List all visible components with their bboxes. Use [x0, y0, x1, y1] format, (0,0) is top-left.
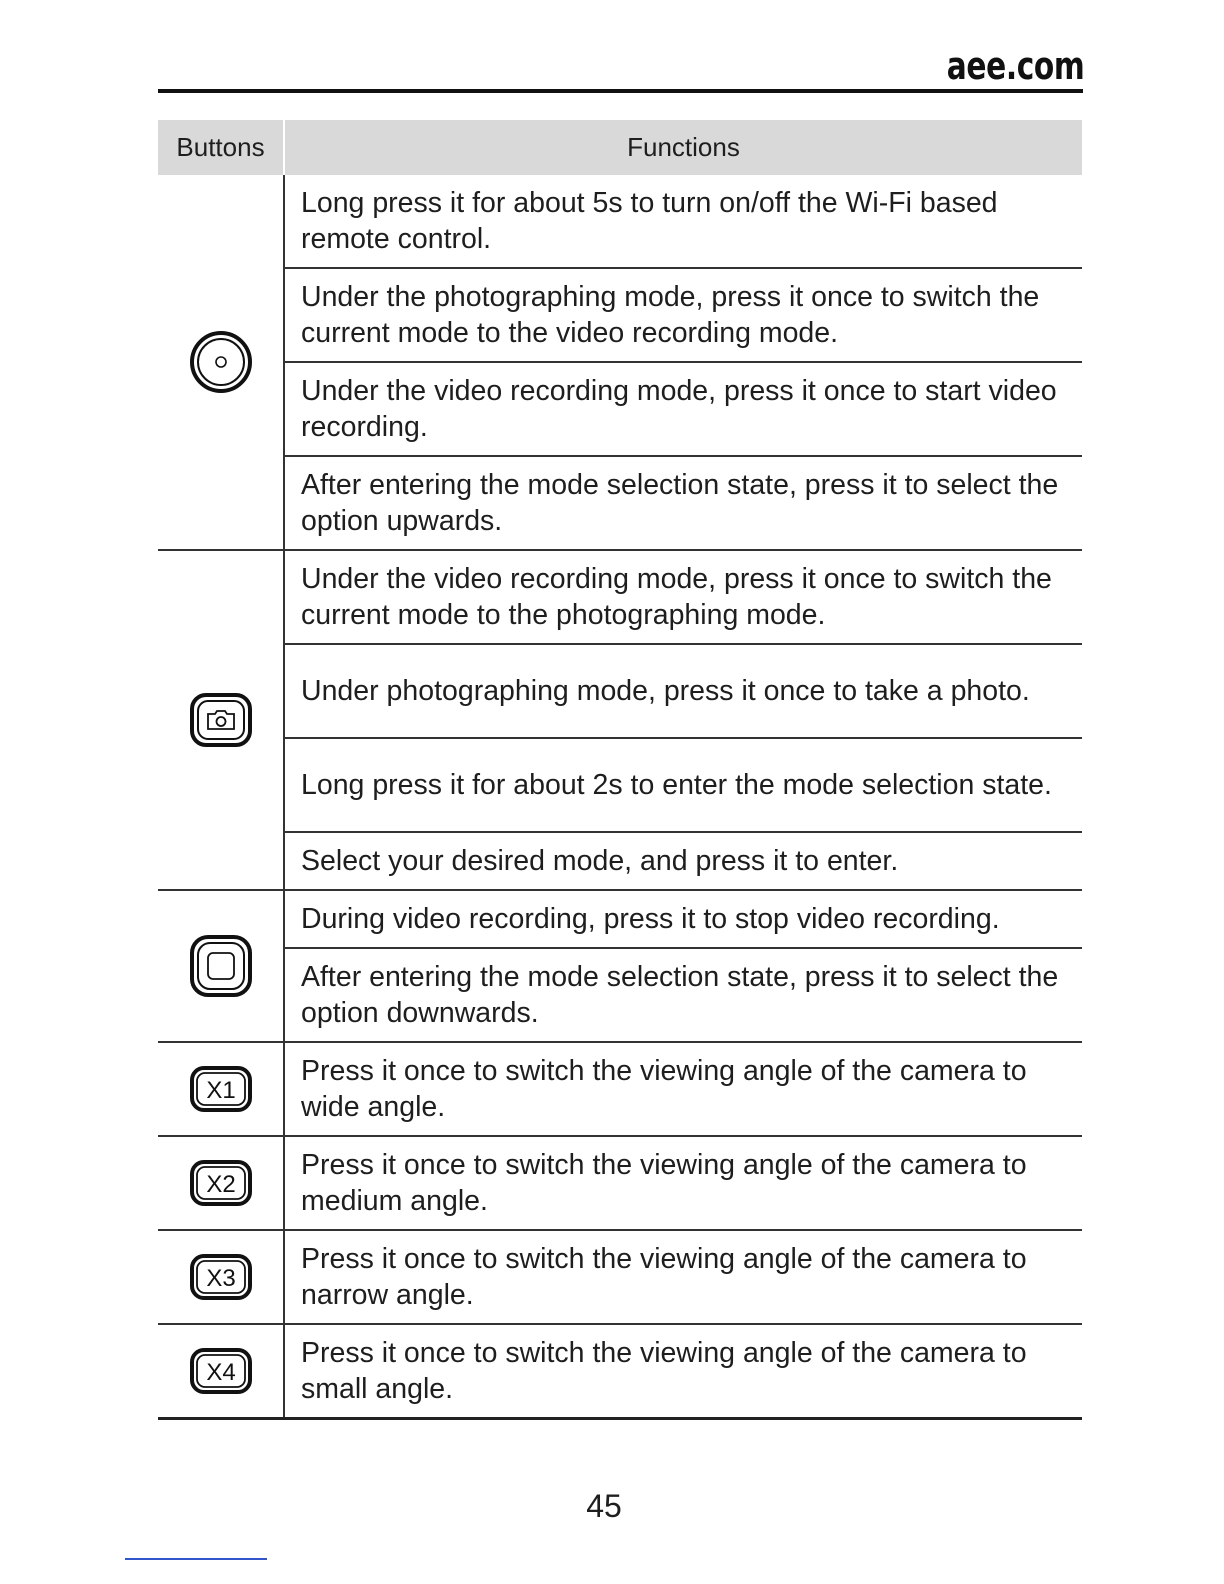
column-header-functions: Functions	[284, 120, 1082, 175]
function-text: Select your desired mode, and press it to enter.	[284, 832, 1082, 890]
function-text: Press it once to switch the viewing angle of the camera to small angle.	[284, 1324, 1082, 1419]
page-number: 45	[586, 1488, 622, 1524]
x4-icon	[189, 1347, 253, 1395]
table-row	[158, 362, 1082, 456]
table-row	[158, 738, 1082, 832]
table-row	[158, 1230, 1082, 1324]
function-text: After entering the mode selection state, press it to select the option downwards.	[284, 948, 1082, 1042]
x3-label: X3	[205, 1265, 236, 1292]
table-row	[158, 832, 1082, 890]
table-row	[158, 890, 1082, 948]
table-row	[158, 175, 1082, 268]
function-text: Under photographing mode, press it once to take a photo.	[284, 644, 1082, 738]
table-header-row	[158, 120, 1082, 175]
table-row	[158, 644, 1082, 738]
table-row	[158, 550, 1082, 644]
table-row	[158, 1136, 1082, 1230]
table-row	[158, 948, 1082, 1042]
footer-link-underline	[125, 1558, 267, 1560]
function-text: After entering the mode selection state, press it to select the option upwards.	[284, 456, 1082, 550]
power-circle-icon	[189, 330, 253, 394]
x4-label: X4	[205, 1359, 236, 1386]
function-text: Under the video recording mode, press it once to start video recording.	[284, 362, 1082, 456]
button-cell	[158, 890, 284, 1042]
function-text: Press it once to switch the viewing angle of the camera to medium angle.	[284, 1136, 1082, 1230]
button-cell	[158, 550, 284, 890]
stop-square-icon	[189, 934, 253, 998]
table-row	[158, 268, 1082, 362]
table-row	[158, 1042, 1082, 1136]
table-row	[158, 456, 1082, 550]
function-text: During video recording, press it to stop video recording.	[284, 890, 1082, 948]
function-text: Under the photographing mode, press it once to switch the current mode to the video recording mode.	[284, 268, 1082, 362]
header-rule	[158, 89, 1083, 93]
x2-icon	[189, 1159, 253, 1207]
x2-label: X2	[205, 1171, 236, 1198]
x1-icon	[189, 1065, 253, 1113]
button-cell	[158, 1230, 284, 1324]
column-header-buttons: Buttons	[158, 120, 284, 175]
button-cell	[158, 1136, 284, 1230]
x1-label: X1	[205, 1077, 236, 1104]
button-cell	[158, 1324, 284, 1419]
table-row	[158, 1324, 1082, 1419]
x3-icon	[189, 1253, 253, 1301]
function-text: Long press it for about 2s to enter the mode selection state.	[284, 738, 1082, 832]
button-cell	[158, 1042, 284, 1136]
function-text: Long press it for about 5s to turn on/off the Wi-Fi based remote control.	[284, 175, 1082, 268]
brand-logo: aee.com	[946, 44, 1084, 88]
buttons-functions-table	[158, 120, 1082, 1420]
function-text: Press it once to switch the viewing angle of the camera to wide angle.	[284, 1042, 1082, 1136]
button-cell	[158, 175, 284, 550]
camera-icon	[189, 692, 253, 748]
function-text: Under the video recording mode, press it once to switch the current mode to the photographing mode.	[284, 550, 1082, 644]
function-text: Press it once to switch the viewing angle of the camera to narrow angle.	[284, 1230, 1082, 1324]
